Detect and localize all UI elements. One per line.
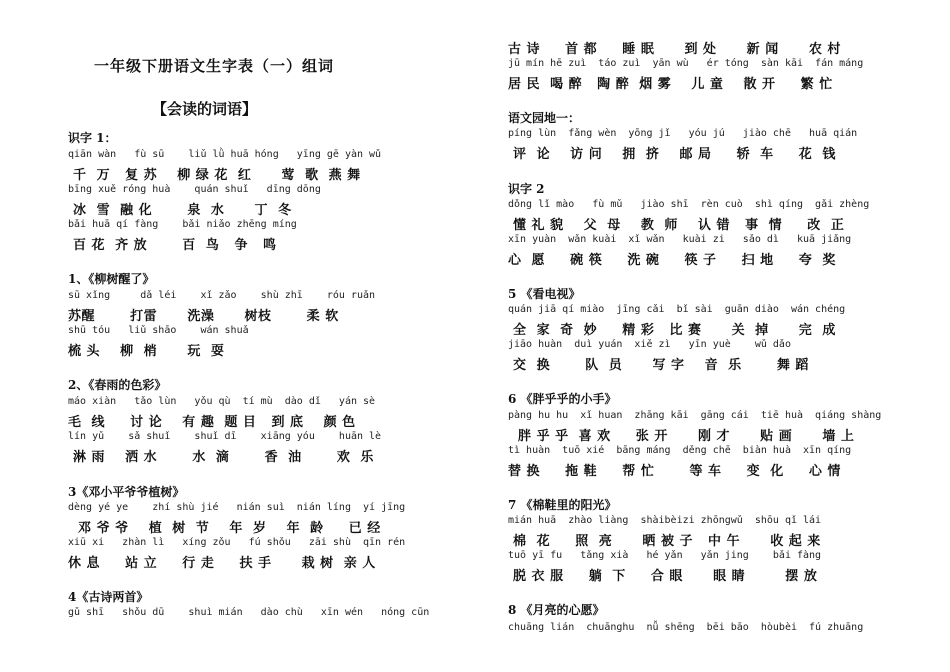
page-title: 一年级下册语文生字表（一）组词 — [94, 57, 335, 75]
pinyin-line: quán jiā qí miào jīng cǎi bǐ sài guān diào wán chéng — [508, 304, 846, 315]
pinyin-line: sū xǐng dǎ léi xǐ zǎo shù zhī róu ruǎn — [68, 290, 376, 301]
pinyin-line: tì huàn tuō xié bāng máng děng chē biàn huà xīn qíng — [508, 445, 852, 456]
word-line: 冰 雪 融 化 泉 水 丁 冬 — [68, 203, 292, 218]
section-heading: 6 《胖乎乎的小手》 — [508, 392, 617, 406]
word-line: 百 花 齐 放 百 鸟 争 鸣 — [68, 238, 277, 253]
pinyin-line: jiāo huàn duì yuán xiě zì yīn yuè wǔ dǎo — [508, 339, 791, 350]
pinyin-line: jū mín hē zuì táo zuì yān wù ér tóng sàn kāi fán máng — [508, 58, 864, 69]
word-line: 脱 衣 服 躺 下 合 眼 眼 睛 摆 放 — [508, 569, 818, 584]
pinyin-line: qiān wàn fù sū liǔ lǜ huā hóng yīng gē yàn wǔ — [68, 149, 382, 160]
word-line: 休 息 站 立 行 走 扶 手 栽 树 亲 人 — [68, 556, 376, 571]
word-line: 苏醒 打雷 洗澡 树枝 柔 软 — [68, 309, 339, 324]
word-line: 懂 礼 貌 父 母 教 师 认 错 事 情 改 正 — [508, 218, 845, 233]
word-line: 棉 花 照 亮 晒 被 子 中 午 收 起 来 — [508, 534, 821, 549]
pinyin-line: bīng xuě róng huà quán shuǐ dīng dōng — [68, 184, 321, 195]
section-subtitle: 【会读的词语】 — [152, 100, 258, 118]
word-line: 淋 雨 洒 水 水 滴 香 油 欢 乐 — [68, 450, 374, 465]
section-heading: 识字 1： — [68, 131, 117, 145]
section-heading: 识字 2 — [508, 182, 545, 196]
word-line: 梳 头 柳 梢 玩 耍 — [68, 344, 225, 359]
word-line: 全 家 奇 妙 精 彩 比 赛 关 掉 完 成 — [508, 323, 836, 338]
section-heading: 2、《春雨的色彩》 — [68, 378, 167, 392]
pinyin-line: tuō yī fu tǎng xià hé yǎn yǎn jing bǎi fàng — [508, 550, 822, 561]
pinyin-line: xiū xi zhàn lì xíng zǒu fú shǒu zāi shù qīn rén — [68, 537, 406, 548]
pinyin-line: máo xiàn tǎo lùn yǒu qù tí mù dào dǐ yán sè — [68, 396, 376, 407]
section-heading: 语文园地一： — [508, 111, 581, 125]
word-line: 毛 线 讨 论 有 趣 题 目 到 底 颜 色 — [68, 415, 356, 430]
pinyin-line: lín yǔ sǎ shuǐ shuǐ dī xiāng yóu huān lè — [68, 431, 382, 442]
pinyin-line: dèng yé ye zhí shù jié nián suì nián líng yí jīng — [68, 502, 406, 513]
pinyin-line: chuāng lián chuānghu nǚ shēng bēi bāo hòubèi fú zhuāng — [508, 622, 864, 633]
word-line: 交 换 队 员 写 字 音 乐 舞 蹈 — [508, 358, 809, 373]
section-heading: 5 《看电视》 — [508, 287, 581, 301]
word-line: 千 万 复 苏 柳 绿 花 红 莺 歌 燕 舞 — [68, 168, 361, 183]
word-line: 替 换 拖 鞋 帮 忙 等 车 变 化 心 情 — [508, 464, 841, 479]
word-line: 居 民 喝 醉 陶 醉 烟 雾 儿 童 散 开 繁 忙 — [508, 77, 833, 92]
word-line: 邓 爷 爷 植 树 节 年 岁 年 龄 已 经 — [68, 521, 381, 536]
section-heading: 4《古诗两首》 — [68, 590, 149, 604]
pinyin-line: pàng hu hu xǐ huan zhāng kāi gāng cái tiē huà qiáng shàng — [508, 410, 882, 421]
word-line: 评 论 访 问 拥 挤 邮 局 轿 车 花 钱 — [508, 147, 836, 162]
pinyin-line: xīn yuàn wǎn kuài xǐ wǎn kuài zi sǎo dì kuā jiǎng — [508, 234, 852, 245]
section-heading: 7 《棉鞋里的阳光》 — [508, 498, 617, 512]
section-heading: 1、《柳树醒了》 — [68, 272, 155, 286]
pinyin-line: dǒng lǐ mào fù mǔ jiào shī rèn cuò shì qíng gǎi zhèng — [508, 199, 870, 210]
word-line: 古 诗 首 都 睡 眠 到 处 新 闻 农 村 — [508, 42, 841, 57]
pinyin-line: píng lùn fǎng wèn yōng jǐ yóu jú jiào chē huā qián — [508, 128, 858, 139]
section-heading: 3《邓小平爷爷植树》 — [68, 485, 185, 499]
section-heading: 8 《月亮的心愿》 — [508, 603, 605, 617]
pinyin-line: bǎi huā qí fàng bǎi niǎo zhēng míng — [68, 219, 297, 230]
pinyin-line: mián huā zhào liàng shàibèizi zhōngwǔ shōu qǐ lái — [508, 515, 822, 526]
pinyin-line: shū tóu liǔ shāo wán shuǎ — [68, 325, 249, 336]
word-line: 胖 乎 乎 喜 欢 张 开 刚 才 贴 画 墙 上 — [508, 429, 855, 444]
pinyin-line: gǔ shī shǒu dū shuì mián dào chù xīn wén nóng cūn — [68, 607, 430, 618]
word-line: 心 愿 碗 筷 洗 碗 筷 子 扫 地 夸 奖 — [508, 253, 836, 268]
